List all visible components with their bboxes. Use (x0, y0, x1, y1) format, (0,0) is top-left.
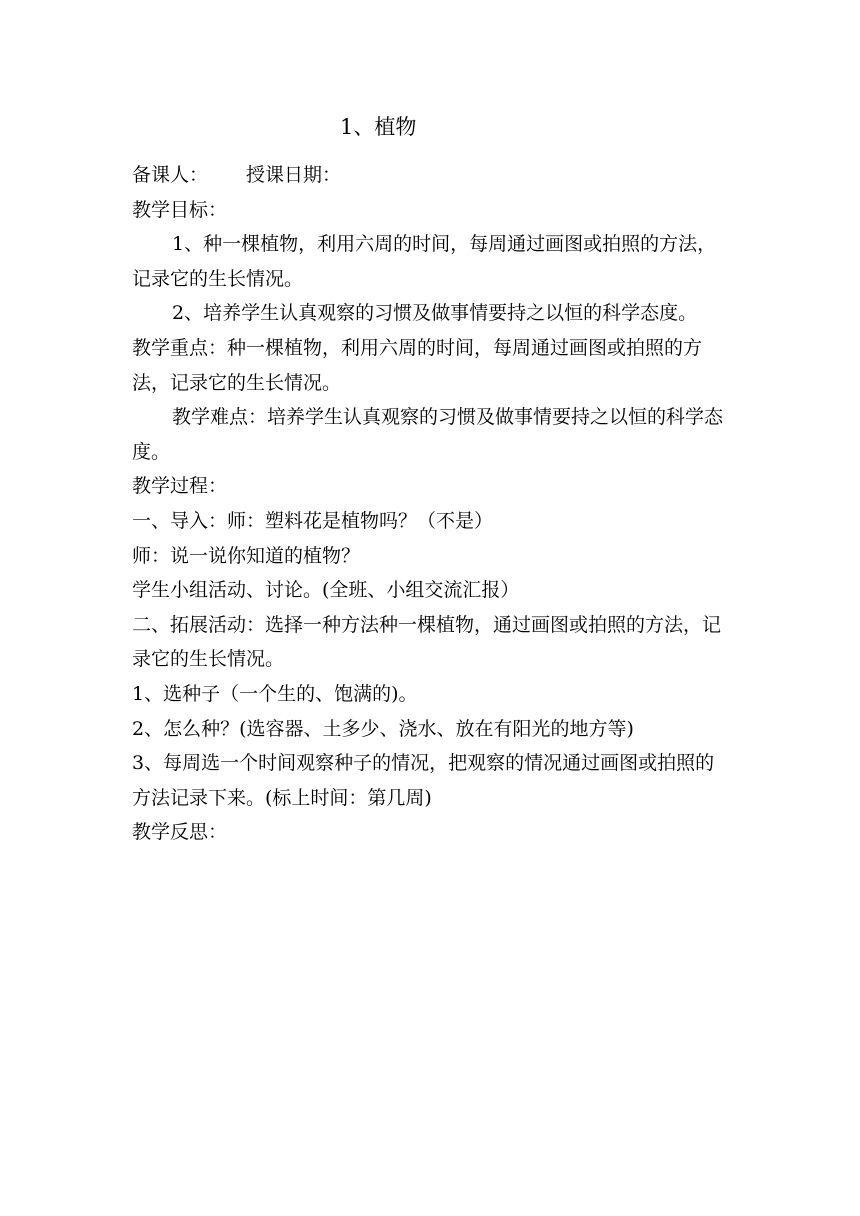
objective-2: 2、培养学生认真观察的习惯及做事情要持之以恒的科学态度。 (172, 302, 698, 325)
preparer-line (132, 158, 732, 193)
page-title: 1、植物 (340, 115, 417, 139)
extension-activity: 二、拓展活动：选择一种方法种一棵植物，通过画图或拍照的方法，记录它的生长情况。 (132, 613, 722, 671)
group-activity: 学生小组活动、讨论。(全班、小组交流汇报） (132, 579, 520, 602)
step-3: 3、每周选一个时间观察种子的情况，把观察的情况通过画图或拍照的方法记录下来。(标上时间：第几周) (132, 752, 715, 809)
step-1: 1、选种子（一个生的、饱满的)。 (132, 682, 418, 705)
reflection-heading: 教学反思： (132, 821, 228, 844)
key-point: 教学重点：种一棵植物，利用六周的时间，每周通过画图或拍照的方法，记录它的生长情况。 (132, 336, 703, 394)
lesson-body (132, 158, 732, 850)
difficulty: 教学难点：培养学生认真观察的习惯及做事情要持之以恒的科学态度。 (132, 406, 724, 463)
intro: 一、导入：师：塑料花是植物吗？（不是） (132, 509, 494, 532)
objectives-heading: 教学目标： (132, 198, 228, 221)
date-label: 授课日期： (246, 164, 342, 186)
teacher-question: 师：说一说你知道的植物？ (132, 544, 361, 567)
objective-1: 1、种一棵植物，利用六周的时间，每周通过画图或拍照的方法，记录它的生长情况。 (132, 233, 717, 290)
preparer-label: 备课人： (132, 164, 209, 186)
step-2: 2、怎么种？(选容器、土多少、浇水、放在有阳光的地方等) (132, 717, 634, 740)
process-heading: 教学过程： (132, 475, 228, 498)
